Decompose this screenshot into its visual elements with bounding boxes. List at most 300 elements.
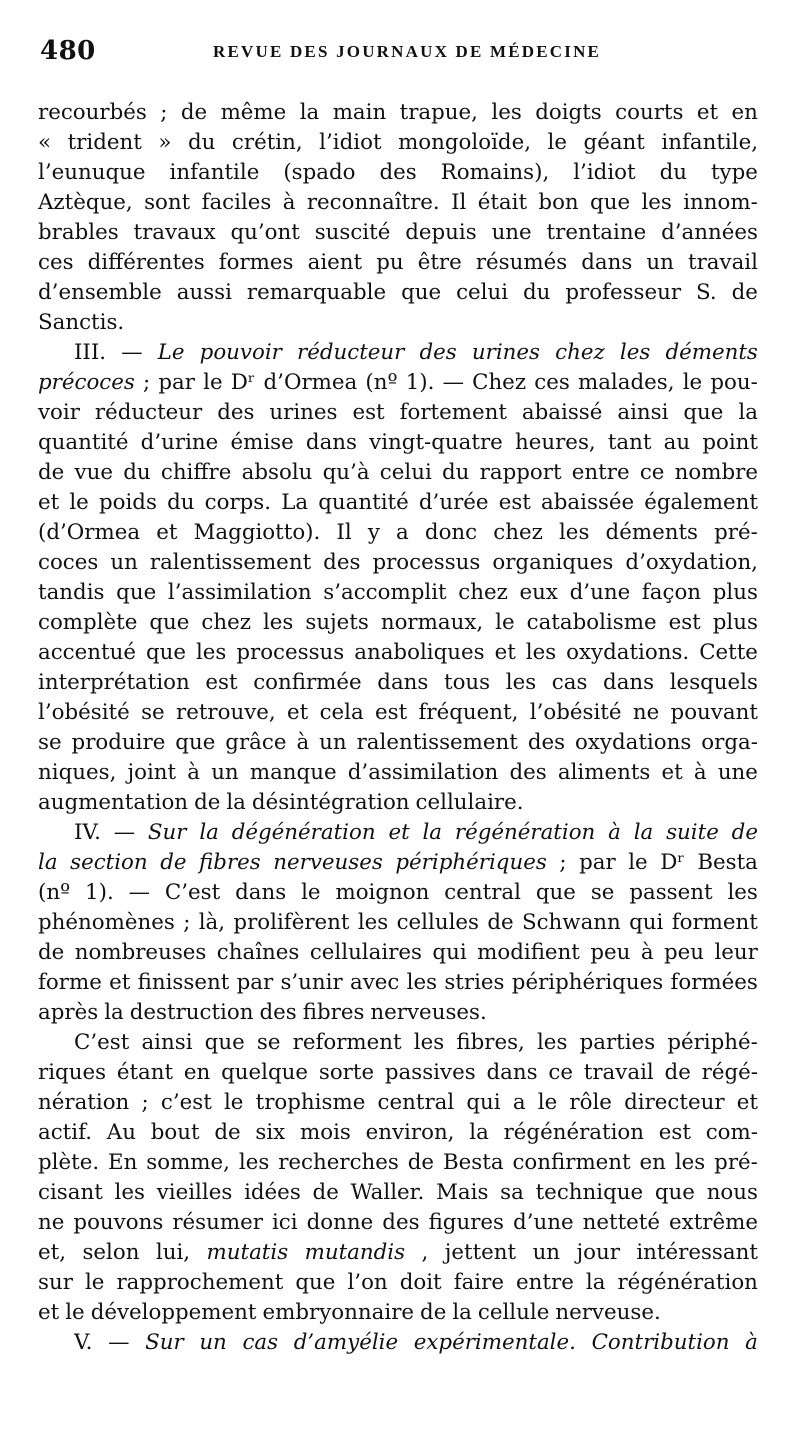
- text-word: celui: [456, 280, 509, 305]
- text-word: être: [417, 250, 462, 275]
- text-word: que: [149, 610, 190, 635]
- text-word: à: [693, 760, 707, 785]
- text-word: tous: [444, 670, 491, 695]
- text-word: pouvoir: [199, 340, 282, 365]
- text-word: mutatis: [206, 1240, 289, 1265]
- running-title: REVUE DES JOURNAUX DE MÉDECINE: [213, 42, 602, 61]
- text-word: recourbés: [38, 100, 147, 125]
- text-word: du: [442, 460, 470, 485]
- text-line: [38, 908, 758, 938]
- text-word: selon: [82, 1240, 140, 1265]
- text-word: et: [494, 640, 516, 665]
- text-word: que: [590, 190, 631, 215]
- text-word: d’ensemble: [38, 280, 162, 305]
- text-word: déments: [665, 340, 758, 365]
- text-line: [38, 698, 758, 728]
- text-word: sujets: [305, 610, 369, 635]
- text-line: [38, 128, 758, 158]
- text-word: —: [442, 370, 464, 395]
- text-word: donne: [306, 1210, 374, 1235]
- text-word: absolu: [241, 460, 313, 485]
- text-word: ce: [639, 460, 665, 485]
- text-word: est: [352, 400, 385, 425]
- text-line: [38, 788, 758, 818]
- text-word: riques: [38, 1060, 107, 1085]
- text-word: celui: [379, 460, 432, 485]
- text-word: quantité: [38, 430, 129, 455]
- text-word: la: [633, 820, 654, 845]
- text-word: urines: [269, 400, 338, 425]
- text-word: travail: [583, 1060, 654, 1085]
- text-word: infantile,: [661, 130, 758, 155]
- text-word: réducteur: [297, 340, 405, 365]
- text-word: formées: [670, 970, 758, 995]
- text-word: et: [661, 760, 683, 785]
- text-word: ce: [548, 1060, 573, 1085]
- text-line: [38, 1148, 758, 1178]
- text-word: pré-: [714, 1150, 758, 1175]
- text-word: précoces: [38, 370, 135, 395]
- text-line: [38, 1268, 758, 1298]
- text-word: processus: [372, 550, 481, 575]
- text-word: même: [220, 100, 287, 125]
- text-word: cela: [319, 700, 364, 725]
- text-word: entre: [516, 1270, 574, 1295]
- text-line: [38, 1298, 758, 1328]
- text-word: parties: [579, 1030, 656, 1055]
- text-word: ;: [160, 100, 168, 125]
- text-word: la: [585, 1270, 606, 1295]
- text-word: organiques: [492, 550, 614, 575]
- text-word: bon: [538, 190, 579, 215]
- text-word: peu: [663, 940, 705, 965]
- text-word: heures,: [514, 430, 596, 455]
- text-word: anaboliques: [354, 640, 485, 665]
- text-word: était: [477, 190, 528, 215]
- text-word: est: [658, 1120, 691, 1145]
- text-line: [38, 278, 758, 308]
- text-word: la: [738, 400, 758, 425]
- text-word: du: [187, 130, 216, 155]
- text-word: produire: [71, 730, 166, 755]
- text-word: de: [420, 1300, 447, 1325]
- text-word: le: [69, 490, 89, 515]
- text-word: moignon: [335, 880, 430, 905]
- text-word: ne: [632, 700, 660, 725]
- text-word: six: [255, 1120, 286, 1145]
- text-word: des: [527, 730, 566, 755]
- text-word: la: [104, 1000, 124, 1025]
- text-word: le: [682, 370, 703, 395]
- text-word: des: [323, 550, 361, 575]
- text-word: fréquent,: [418, 700, 519, 725]
- text-line: [38, 998, 758, 1028]
- text-word: le: [301, 880, 321, 905]
- text-word: interprétation: [38, 670, 190, 695]
- text-word: type: [710, 160, 758, 185]
- text-word: de: [731, 820, 758, 845]
- text-word: des: [382, 1210, 420, 1235]
- text-word: extrême: [669, 1210, 758, 1235]
- text-word: idées: [244, 1180, 301, 1205]
- text-word: le: [495, 610, 515, 635]
- text-word: brables: [38, 220, 119, 245]
- text-word: ainsi: [617, 400, 669, 425]
- text-line: [38, 338, 758, 368]
- text-word: le: [84, 1270, 105, 1295]
- text-word: qui: [629, 910, 664, 935]
- text-word: les: [641, 190, 672, 215]
- text-line: [38, 758, 758, 788]
- text-word: la: [299, 100, 320, 125]
- text-word: confirment: [512, 1150, 631, 1175]
- text-word: —: [113, 820, 136, 845]
- text-line: [38, 218, 758, 248]
- text-word: Contribution: [591, 1330, 730, 1355]
- text-word: en: [183, 1060, 211, 1085]
- text-word: Il: [451, 190, 467, 215]
- text-word: pouvant: [670, 700, 758, 725]
- text-word: de: [312, 1180, 339, 1205]
- text-word: orga-: [701, 730, 758, 755]
- text-word: fibres: [302, 1000, 365, 1025]
- text-word: central: [444, 880, 521, 905]
- text-line: [38, 1058, 758, 1088]
- text-word: se: [256, 1030, 281, 1055]
- text-word: vingt-quatre: [369, 430, 503, 455]
- text-word: poids: [98, 490, 157, 515]
- text-word: IV.: [74, 820, 101, 845]
- text-word: que: [175, 730, 216, 755]
- text-line: [38, 848, 758, 878]
- text-word: l’eunuque: [38, 160, 146, 185]
- text-word: la: [452, 1300, 472, 1325]
- text-word: géant: [583, 130, 645, 155]
- text-word: retrouve,: [176, 700, 276, 725]
- text-word: aussi: [176, 280, 232, 305]
- text-word: intéressant: [636, 1240, 758, 1265]
- text-word: pu: [376, 250, 404, 275]
- text-word: technique: [535, 1180, 644, 1205]
- text-word: nerveuse.: [555, 1300, 661, 1325]
- text-word: du: [522, 280, 551, 305]
- text-word: de: [180, 100, 208, 125]
- text-word: d’Ormea: [263, 370, 358, 395]
- text-word: des: [509, 760, 547, 785]
- text-word: ici: [271, 1210, 298, 1235]
- text-word: la: [226, 790, 246, 815]
- text-word: Besta: [697, 850, 758, 875]
- text-word: la: [469, 1120, 489, 1145]
- text-word: cas: [551, 670, 588, 695]
- text-word: C’est: [74, 1030, 130, 1055]
- text-word: La: [281, 490, 309, 515]
- text-word: ;: [143, 370, 151, 395]
- text-word: de: [160, 850, 187, 875]
- text-word: recherches: [278, 1150, 399, 1175]
- text-word: qu’à: [322, 460, 370, 485]
- text-word: V.: [74, 1330, 93, 1355]
- text-word: les: [619, 340, 651, 365]
- text-line: [38, 158, 758, 188]
- text-word: avec: [349, 970, 400, 995]
- text-word: oxydations: [575, 730, 692, 755]
- text-word: Mais: [436, 1180, 489, 1205]
- text-word: cas: [242, 1330, 279, 1355]
- text-word: du: [123, 460, 151, 485]
- text-word: ne: [38, 1210, 65, 1235]
- text-word: travail: [688, 250, 758, 275]
- text-word: quelque: [221, 1060, 309, 1085]
- text-word: catabolisme: [526, 610, 657, 635]
- text-word: doigts: [535, 100, 602, 125]
- text-word: la: [199, 820, 219, 845]
- text-word: chiffre: [160, 460, 232, 485]
- text-word: (nº: [365, 370, 398, 395]
- text-word: sorte: [318, 1060, 375, 1085]
- text-word: prolifèrent: [233, 910, 350, 935]
- text-word: c’est: [160, 1090, 212, 1115]
- text-word: «: [38, 130, 52, 155]
- text-word: abaissé: [521, 400, 603, 425]
- text-word: nombreuses: [74, 940, 207, 965]
- text-word: le: [547, 130, 567, 155]
- text-word: faciles: [201, 190, 272, 215]
- text-word: que: [145, 640, 186, 665]
- text-word: la: [38, 850, 58, 875]
- text-word: rôle: [569, 1090, 612, 1115]
- text-word: que: [401, 280, 442, 305]
- text-word: (spado: [283, 160, 356, 185]
- text-word: nération: [38, 1090, 130, 1115]
- text-word: les: [491, 100, 522, 125]
- text-word: netteté: [582, 1210, 661, 1235]
- text-word: central: [377, 1090, 455, 1115]
- text-word: régé-: [701, 1060, 758, 1085]
- text-word: trentaine: [546, 220, 647, 245]
- text-word: (nº: [38, 880, 71, 905]
- text-word: urines: [471, 340, 541, 365]
- text-word: à: [296, 730, 310, 755]
- text-word: nous: [706, 1180, 758, 1205]
- text-word: en: [639, 1150, 666, 1175]
- text-line: [38, 578, 758, 608]
- text-word: façon: [641, 580, 702, 605]
- text-word: ;: [183, 910, 191, 935]
- text-word: —: [121, 340, 143, 365]
- text-word: 1).: [405, 370, 435, 395]
- text-word: —: [108, 1330, 130, 1355]
- text-word: suscité: [314, 220, 391, 245]
- text-word: a: [396, 520, 409, 545]
- text-word: fibres,: [456, 1030, 525, 1055]
- text-word: ralentissement: [149, 550, 312, 575]
- text-word: est: [375, 700, 408, 725]
- text-word: que: [683, 400, 724, 425]
- text-word: de: [487, 910, 514, 935]
- text-word: trident: [67, 130, 142, 155]
- text-word: eux: [519, 580, 558, 605]
- text-word: dans: [305, 430, 357, 455]
- text-word: dans: [235, 880, 287, 905]
- text-word: les: [558, 520, 590, 545]
- text-word: directeur: [624, 1090, 725, 1115]
- text-word: est: [205, 670, 238, 695]
- text-word: s’accomplit: [323, 580, 447, 605]
- text-word: complète: [38, 610, 138, 635]
- text-word: périphériques: [395, 850, 547, 875]
- text-word: vue: [74, 460, 113, 485]
- text-line: [38, 98, 758, 128]
- text-word: une: [717, 760, 758, 785]
- text-line: [38, 188, 758, 218]
- text-word: lesquels: [669, 670, 758, 695]
- text-word: accentué: [38, 640, 136, 665]
- text-word: Besta: [442, 1150, 504, 1175]
- text-word: Sanctis.: [38, 310, 125, 335]
- text-word: a: [512, 1090, 526, 1115]
- text-word: des: [259, 1000, 297, 1025]
- text-word: périphériques: [511, 970, 664, 995]
- text-word: donc: [424, 520, 478, 545]
- text-word: quantité: [318, 490, 409, 515]
- text-word: En: [108, 1150, 138, 1175]
- text-word: les: [727, 880, 758, 905]
- text-word: embryonnaire: [262, 1300, 415, 1325]
- text-word: chez: [555, 340, 605, 365]
- text-word: à: [187, 760, 201, 785]
- text-word: mois: [299, 1120, 351, 1145]
- text-word: les: [536, 1030, 568, 1055]
- text-word: rapprochement: [116, 1270, 284, 1295]
- text-word: émise: [230, 430, 294, 455]
- text-word: déments: [605, 520, 698, 545]
- text-word: jettent: [444, 1240, 517, 1265]
- text-word: différentes: [87, 250, 205, 275]
- text-word: les: [357, 910, 389, 935]
- text-word: nerveuses: [273, 850, 383, 875]
- text-word: et: [38, 1300, 60, 1325]
- text-word: les: [238, 1150, 270, 1175]
- text-word: augmentation: [38, 790, 189, 815]
- text-line: [38, 248, 758, 278]
- text-line: [38, 728, 758, 758]
- text-word: main: [332, 100, 387, 125]
- text-word: expérimentale.: [413, 1330, 576, 1355]
- text-word: des: [419, 340, 457, 365]
- text-word: malades,: [577, 370, 675, 395]
- text-word: travaux: [133, 220, 216, 245]
- text-word: passent: [629, 880, 713, 905]
- text-word: —: [128, 880, 150, 905]
- text-word: l’assimilation: [167, 580, 312, 605]
- text-word: mutandis: [304, 1240, 406, 1265]
- text-word: de: [38, 940, 65, 965]
- text-word: réducteur: [94, 400, 203, 425]
- page-number: 480: [40, 36, 96, 66]
- text-word: reforment: [292, 1030, 402, 1055]
- text-word: ces: [534, 370, 570, 395]
- text-word: lui,: [155, 1240, 191, 1265]
- text-word: à: [608, 820, 621, 845]
- text-word: plus: [712, 610, 758, 635]
- text-line: [38, 1178, 758, 1208]
- text-word: cellules: [396, 910, 479, 935]
- text-word: point: [702, 430, 758, 455]
- text-word: Cette: [699, 640, 758, 665]
- text-word: régénération: [503, 1120, 645, 1145]
- text-line: [38, 428, 758, 458]
- text-word: un: [319, 730, 347, 755]
- text-word: professeur: [565, 280, 682, 305]
- text-word: s’unir: [280, 970, 343, 995]
- text-word: désintégration: [251, 790, 410, 815]
- text-word: faire: [453, 1270, 504, 1295]
- text-word: que: [116, 580, 157, 605]
- text-word: et: [388, 820, 410, 845]
- text-word: et: [736, 1090, 758, 1115]
- text-word: un: [532, 1240, 561, 1265]
- text-word: trapue,: [399, 100, 478, 125]
- text-word: l’obésité: [529, 700, 622, 725]
- text-line: [38, 1238, 758, 1268]
- text-word: infantile: [169, 160, 260, 185]
- text-word: ralentissement: [356, 730, 518, 755]
- text-word: finissent: [137, 970, 230, 995]
- text-word: à: [640, 940, 654, 965]
- text-line: [38, 968, 758, 998]
- text-word: se: [38, 730, 62, 755]
- text-word: et: [696, 100, 719, 125]
- text-line: [38, 548, 758, 578]
- text-word: niques,: [38, 760, 117, 785]
- text-word: d’une: [569, 580, 631, 605]
- text-word: l’obésité: [38, 700, 130, 725]
- text-word: remarquable: [246, 280, 387, 305]
- text-word: est: [498, 490, 531, 515]
- text-word: après: [38, 1000, 99, 1025]
- text-word: trophisme: [255, 1090, 366, 1115]
- text-word: actif.: [38, 1120, 93, 1145]
- text-word: entre: [571, 460, 630, 485]
- text-word: fibres: [199, 850, 261, 875]
- text-word: sur: [38, 1270, 73, 1295]
- text-word: Maggiotto).: [193, 520, 321, 545]
- text-word: cellulaire.: [415, 790, 524, 815]
- text-word: leur: [714, 940, 758, 965]
- text-word: y: [367, 520, 380, 545]
- text-word: modifient: [477, 940, 580, 965]
- text-word: des: [379, 160, 417, 185]
- text-word: que: [535, 880, 576, 905]
- text-word: tandis: [38, 580, 105, 605]
- text-word: d’années: [661, 220, 758, 245]
- text-word: ;: [559, 850, 567, 875]
- text-word: ;: [141, 1090, 149, 1115]
- text-line: [38, 1328, 758, 1358]
- text-word: à: [745, 1330, 758, 1355]
- text-word: aliments: [557, 760, 651, 785]
- text-word: forment: [671, 910, 758, 935]
- text-word: les: [262, 610, 294, 635]
- text-word: III.: [74, 340, 107, 365]
- text-word: cellule: [477, 1300, 550, 1325]
- text-word: d’urine: [140, 430, 219, 455]
- text-word: normaux,: [380, 610, 484, 635]
- text-word: un: [199, 1330, 227, 1355]
- text-word: processus: [236, 640, 345, 665]
- text-word: environ,: [365, 1120, 455, 1145]
